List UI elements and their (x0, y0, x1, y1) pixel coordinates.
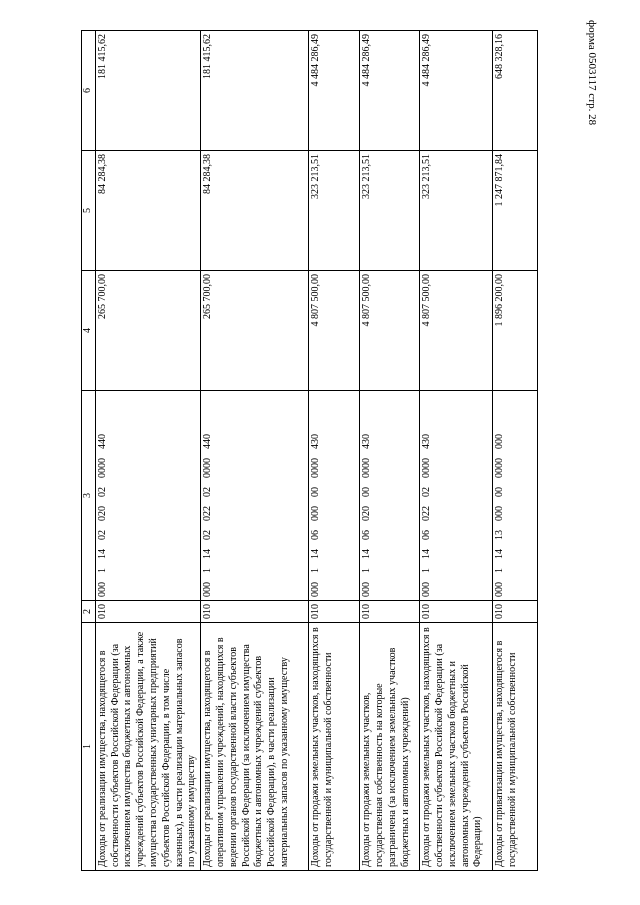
income-name: Доходы от реализации имущества, находящегося в оперативном управлении учреждений, находящихся в ведении органов государственной власти субъектов Российской Федерации (за исключением имущества бюджетных и автономных учреждений субъектов Российской Федерации), в части реализации материальных запасов по указанному имуществу (201, 623, 309, 871)
unexecuted-amount: 4 484 286,49 (360, 31, 420, 151)
unexecuted-amount: 181 415,62 (201, 31, 309, 151)
approved-amount: 4 807 500,00 (360, 271, 420, 391)
income-report-table (81, 30, 538, 871)
column-number-1: 1 (82, 623, 96, 871)
unexecuted-amount: 181 415,62 (95, 31, 200, 151)
budget-classification-code: 000 1 14 06 020 00 0000 430 (360, 391, 420, 601)
table-header (82, 31, 96, 871)
table-row (493, 31, 538, 871)
income-name: Доходы от приватизации имущества, находящегося в государственной и муниципальной собственности (493, 623, 538, 871)
executed-amount: 323 213,51 (420, 151, 493, 271)
line-code: 010 (360, 601, 420, 623)
table-row (201, 31, 309, 871)
income-name: Доходы от продажи земельных участков, находящихся в государственной и муниципальной собственности (309, 623, 360, 871)
line-code: 010 (309, 601, 360, 623)
table-row (95, 31, 200, 871)
budget-classification-code: 000 1 14 13 000 00 0000 000 (493, 391, 538, 601)
table-row (309, 31, 360, 871)
unexecuted-amount: 4 484 286,49 (309, 31, 360, 151)
executed-amount: 323 213,51 (309, 151, 360, 271)
approved-amount: 4 807 500,00 (309, 271, 360, 391)
form-label: форма 0503117 стр. 28 (586, 20, 598, 126)
column-number-3: 3 (82, 391, 96, 601)
column-number-5: 5 (82, 151, 96, 271)
income-name: Доходы от продажи земельных участков, государственная собственность на которые разграничена (за исключением земельных участков бюджетных и автономных учреждений) (360, 623, 420, 871)
column-number-2: 2 (82, 601, 96, 623)
line-code: 010 (201, 601, 309, 623)
column-numbers-row (82, 31, 96, 871)
unexecuted-amount: 4 484 286,49 (420, 31, 493, 151)
rotated-page (81, 31, 576, 871)
approved-amount: 1 896 200,00 (493, 271, 538, 391)
column-number-6: 6 (82, 31, 96, 151)
unexecuted-amount: 648 328,16 (493, 31, 538, 151)
budget-classification-code: 000 1 14 06 022 02 0000 430 (420, 391, 493, 601)
executed-amount: 84 284,38 (95, 151, 200, 271)
approved-amount: 265 700,00 (201, 271, 309, 391)
line-code: 010 (420, 601, 493, 623)
executed-amount: 323 213,51 (360, 151, 420, 271)
table-row (420, 31, 493, 871)
line-code: 010 (95, 601, 200, 623)
income-name: Доходы от продажи земельных участков, находящихся в собственности субъектов Российской Федерации (за исключением земельных участков бюджетных и автономных учреждений субъектов Российской Федерации) (420, 623, 493, 871)
income-name: Доходы от реализации имущества, находящегося в собственности субъектов Российской Федерации (за исключением имущества бюджетных и автономных учреждений субъектов Российской Федерации, а также имущества государственных унитарных предприятий субъектов Российской Федерации, в том числе казенных), в части реализации материальных запасов по указанному имуществу (95, 623, 200, 871)
line-code: 010 (493, 601, 538, 623)
approved-amount: 4 807 500,00 (420, 271, 493, 391)
executed-amount: 1 247 871,84 (493, 151, 538, 271)
executed-amount: 84 284,38 (201, 151, 309, 271)
budget-classification-code: 000 1 14 02 020 02 0000 440 (95, 391, 200, 601)
approved-amount: 265 700,00 (95, 271, 200, 391)
budget-classification-code: 000 1 14 06 000 00 0000 430 (309, 391, 360, 601)
table-row (360, 31, 420, 871)
budget-classification-code: 000 1 14 02 022 02 0000 440 (201, 391, 309, 601)
column-number-4: 4 (82, 271, 96, 391)
